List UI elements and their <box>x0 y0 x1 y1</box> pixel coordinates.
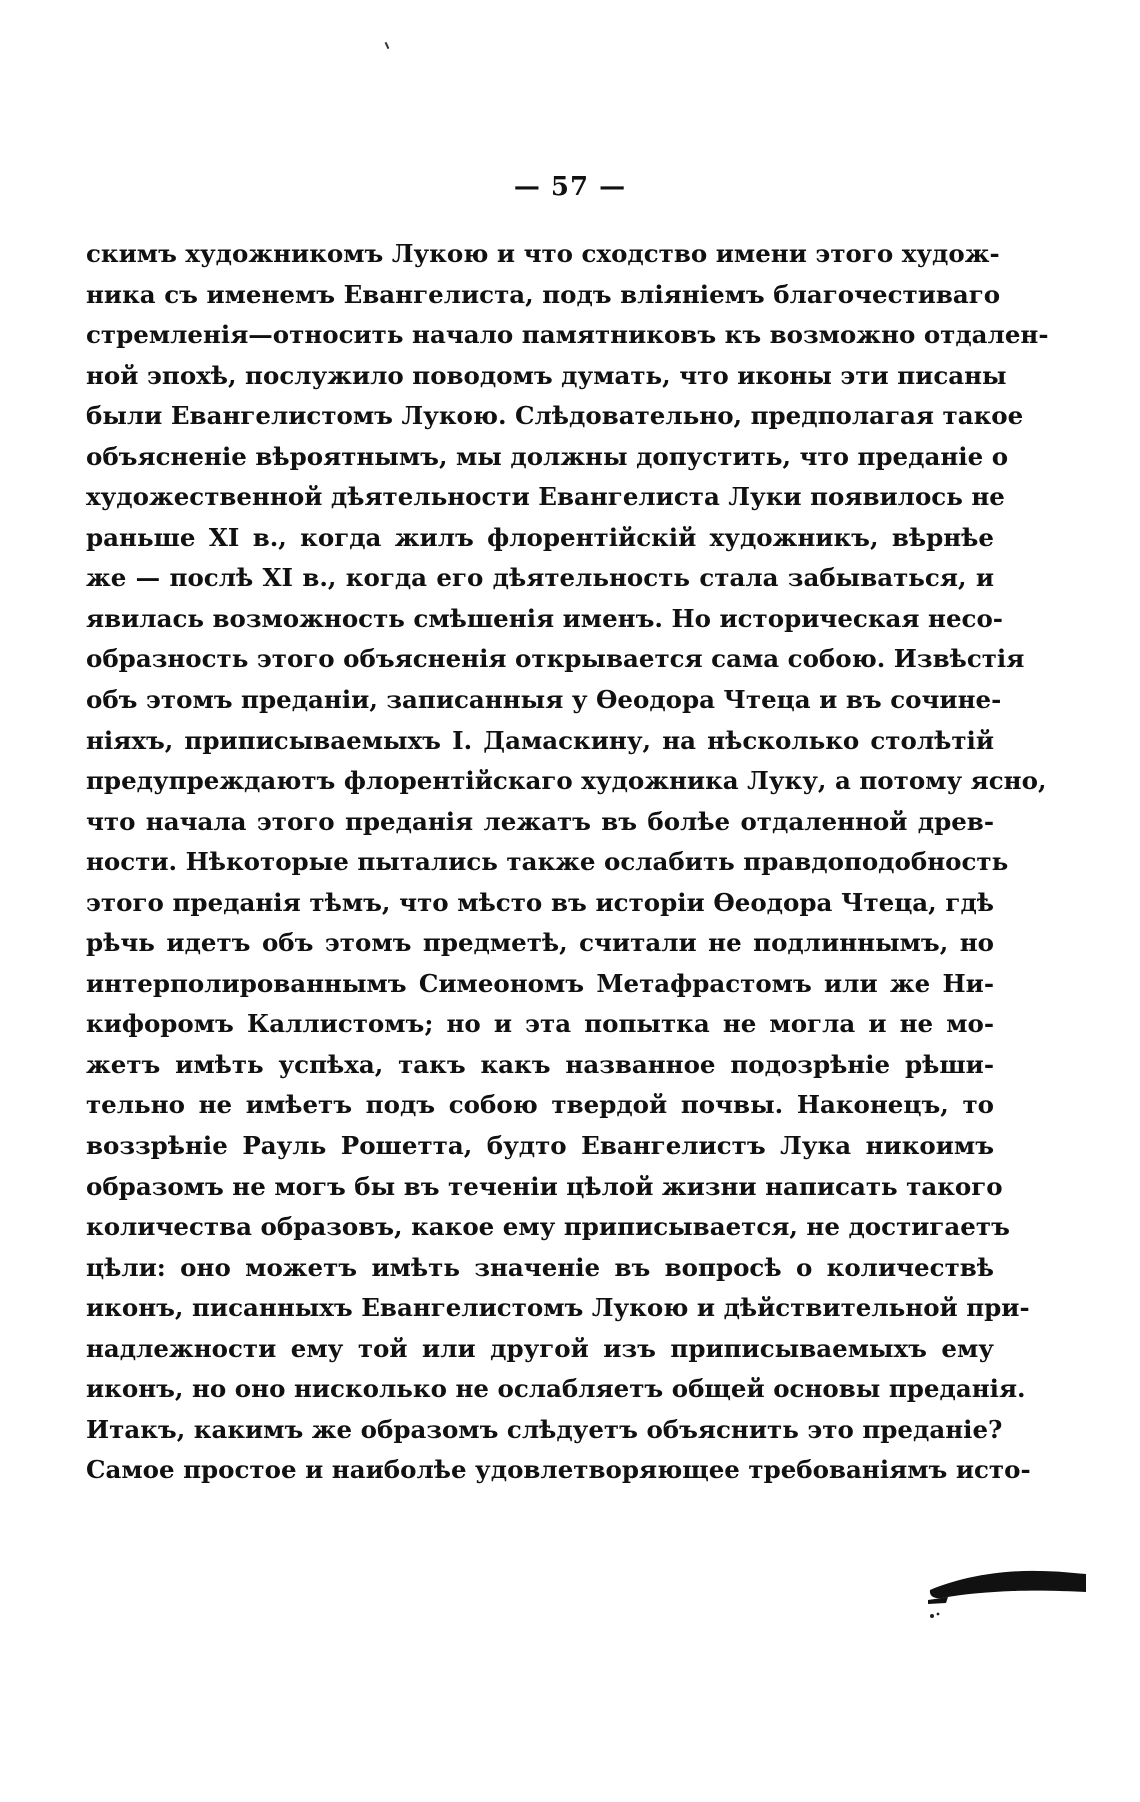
text-line: Самое простое и наиболѣе удовлетворяющее требованіямъ исто- <box>86 1455 1031 1485</box>
text-line: иконъ, писанныхъ Евангелистомъ Лукою и дѣйствительной при- <box>86 1293 1030 1323</box>
text-line: ности. Нѣкоторые пытались также ослабить правдоподобность <box>86 847 1009 877</box>
text-line: тельно не имѣетъ подъ собою твердой почвы. Наконецъ, то <box>86 1090 994 1120</box>
text-line: стремленія—относить начало памятниковъ къ возможно отдален- <box>86 320 1049 350</box>
text-line: интерполированнымъ Симеономъ Метафрастомъ или же Ни- <box>86 968 994 998</box>
ink-speck <box>385 42 390 49</box>
text-line: иконъ, но оно нисколько не ослабляетъ общей основы преданія. <box>86 1374 1026 1404</box>
text-line: что начала этого преданія лежатъ въ болѣе отдаленной древ- <box>86 806 994 836</box>
text-line: художественной дѣятельности Евангелиста Луки появилось не <box>86 482 1005 512</box>
text-line: объ этомъ преданіи, записанныя у Ѳеодора Чтеца и въ сочине- <box>86 685 1002 715</box>
body-text <box>86 234 1049 1491</box>
text-line: Итакъ, какимъ же образомъ слѣдуетъ объяснить это преданіе? <box>86 1414 1003 1444</box>
text-line: этого преданія тѣмъ, что мѣсто въ исторіи Ѳеодора Чтеца, гдѣ <box>86 887 994 917</box>
text-line: предупреждаютъ флорентійскаго художника Луку, а потому ясно, <box>86 766 1047 796</box>
text-line: явилась возможность смѣшенія именъ. Но историческая несо- <box>86 603 1003 633</box>
text-line: кифоромъ Каллистомъ; но и эта попытка не могла и не мо- <box>86 1009 994 1039</box>
text-line: были Евангелистомъ Лукою. Слѣдовательно, предполагая такое <box>86 401 1024 431</box>
text-line: ной эпохѣ, послужило поводомъ думать, что иконы эти писаны <box>86 360 1007 390</box>
text-line: ніяхъ, приписываемыхъ І. Дамаскину, на нѣсколько столѣтій <box>86 725 994 755</box>
text-line: жетъ имѣть успѣха, такъ какъ названное подозрѣніе рѣши- <box>86 1049 994 1079</box>
text-line: цѣли: оно можетъ имѣть значеніе въ вопросѣ о количествѣ <box>86 1252 994 1282</box>
page-number: — 57 — <box>513 172 627 202</box>
text-line: раньше XI в., когда жилъ флорентійскій художникъ, вѣрнѣе <box>86 522 994 552</box>
text-line: рѣчь идетъ объ этомъ предметѣ, считали не подлиннымъ, но <box>86 928 994 958</box>
ink-smudge-mark <box>918 1560 1098 1620</box>
text-line: количества образовъ, какое ему приписывается, не достигаетъ <box>86 1212 1010 1242</box>
text-line: воззрѣніе Рауль Рошетта, будто Евангелистъ Лука никоимъ <box>86 1131 994 1161</box>
text-line: образность этого объясненія открывается сама собою. Извѣстія <box>86 644 1025 674</box>
text-line: же — послѣ XI в., когда его дѣятельность стала забываться, и <box>86 563 994 593</box>
text-line: надлежности ему той или другой изъ приписываемыхъ ему <box>86 1333 994 1363</box>
text-line: скимъ художникомъ Лукою и что сходство имени этого худож- <box>86 239 1000 268</box>
text-line: объясненіе вѣроятнымъ, мы должны допустить, что преданіе о <box>86 441 1009 471</box>
text-line: ника съ именемъ Евангелиста, подъ вліяніемъ благочестиваго <box>86 279 1001 309</box>
text-line: образомъ не могъ бы въ теченіи цѣлой жизни написать такого <box>86 1171 1003 1201</box>
